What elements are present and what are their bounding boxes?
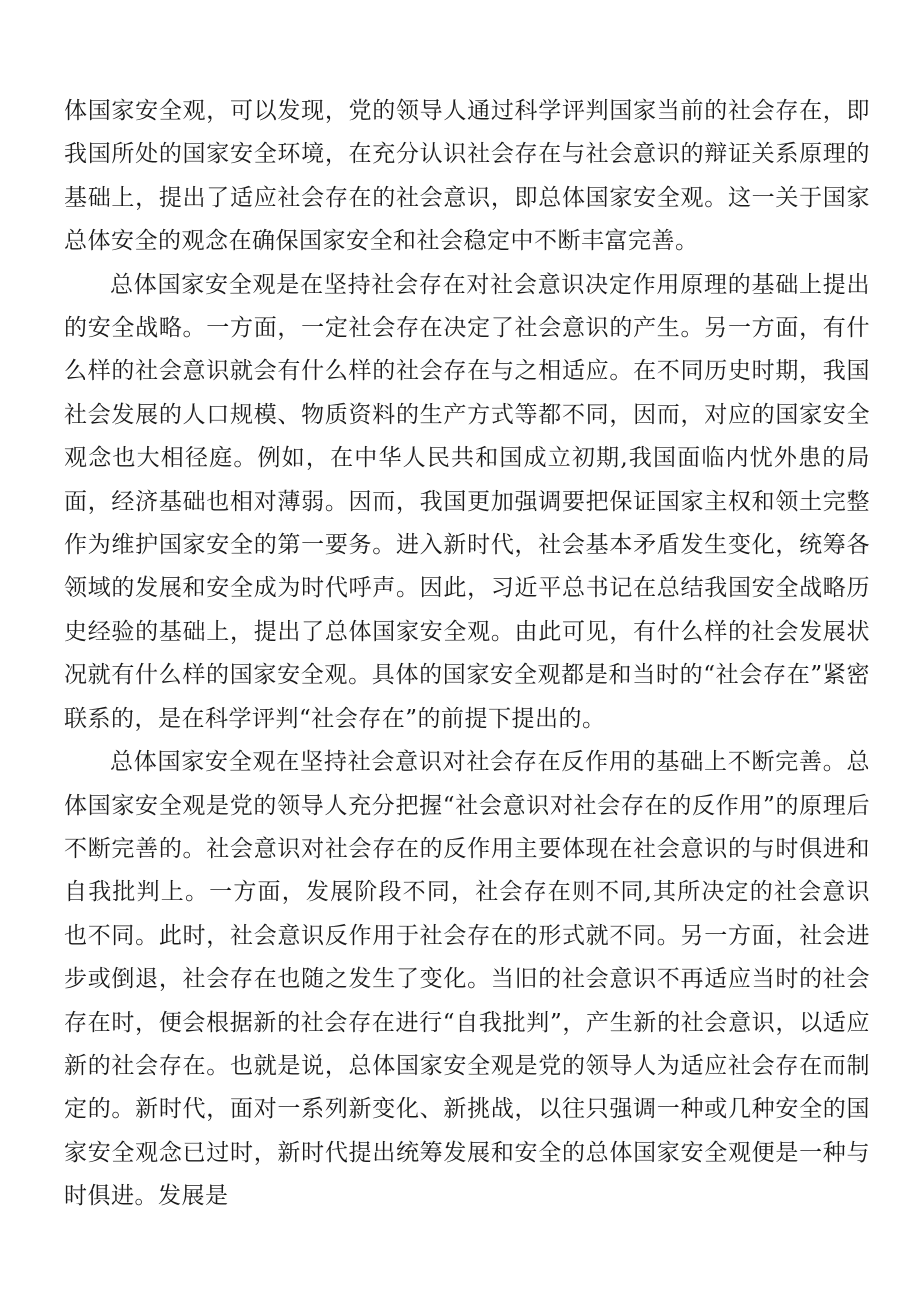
document-page — [64, 90, 870, 1219]
paragraph-social-existence-decides: 总体国家安全观是在坚持社会存在对社会意识决定作用原理的基础上提出的安全战略。一方面，一定社会存在决定了社会意识的产生。另一方面，有什么样的社会意识就会有什么样的社会存在与之相适应。在不同历史时期，我国社会发展的人口规模、物质资料的生产方式等都不同，因而，对应的国家安全观念也大相径庭。例如，在中华人民共和国成立初期,我国面临内忧外患的局面，经济基础也相对薄弱。因而，我国更加强调要把保证国家主权和领土完整作为维护国家安全的第一要务。进入新时代，社会基本矛盾发生变化，统筹各领域的发展和安全成为时代呼声。因此，习近平总书记在总结我国安全战略历史经验的基础上，提出了总体国家安全观。由此可见，有什么样的社会发展状况就有什么样的国家安全观。具体的国家安全观都是和当时的“社会存在”紧密联系的，是在科学评判“社会存在”的前提下提出的。 — [64, 271, 870, 732]
paragraph-continuation: 体国家安全观，可以发现，党的领导人通过科学评判国家当前的社会存在，即我国所处的国家安全环境，在充分认识社会存在与社会意识的辩证关系原理的基础上，提出了适应社会存在的社会意识，即总体国家安全观。这一关于国家总体安全的观念在确保国家安全和社会稳定中不断丰富完善。 — [64, 98, 870, 255]
paragraph-social-consciousness-reacts: 总体国家安全观在坚持社会意识对社会存在反作用的基础上不断完善。总体国家安全观是党的领导人充分把握“社会意识对社会存在的反作用”的原理后不断完善的。社会意识对社会存在的反作用主要体现在社会意识的与时俱进和自我批判上。一方面，发展阶段不同，社会存在则不同,其所决定的社会意识也不同。此时，社会意识反作用于社会存在的形式就不同。另一方面，社会进步或倒退，社会存在也随之发生了变化。当旧的社会意识不再适应当时的社会存在时，便会根据新的社会存在进行“自我批判”，产生新的社会意识，以适应新的社会存在。也就是说，总体国家安全观是党的领导人为适应社会存在而制定的。新时代，面对一系列新变化、新挑战，以往只强调一种或几种安全的国家安全观念已过时，新时代提出统筹发展和安全的总体国家安全观便是一种与时俱进。发展是 — [64, 749, 870, 1210]
